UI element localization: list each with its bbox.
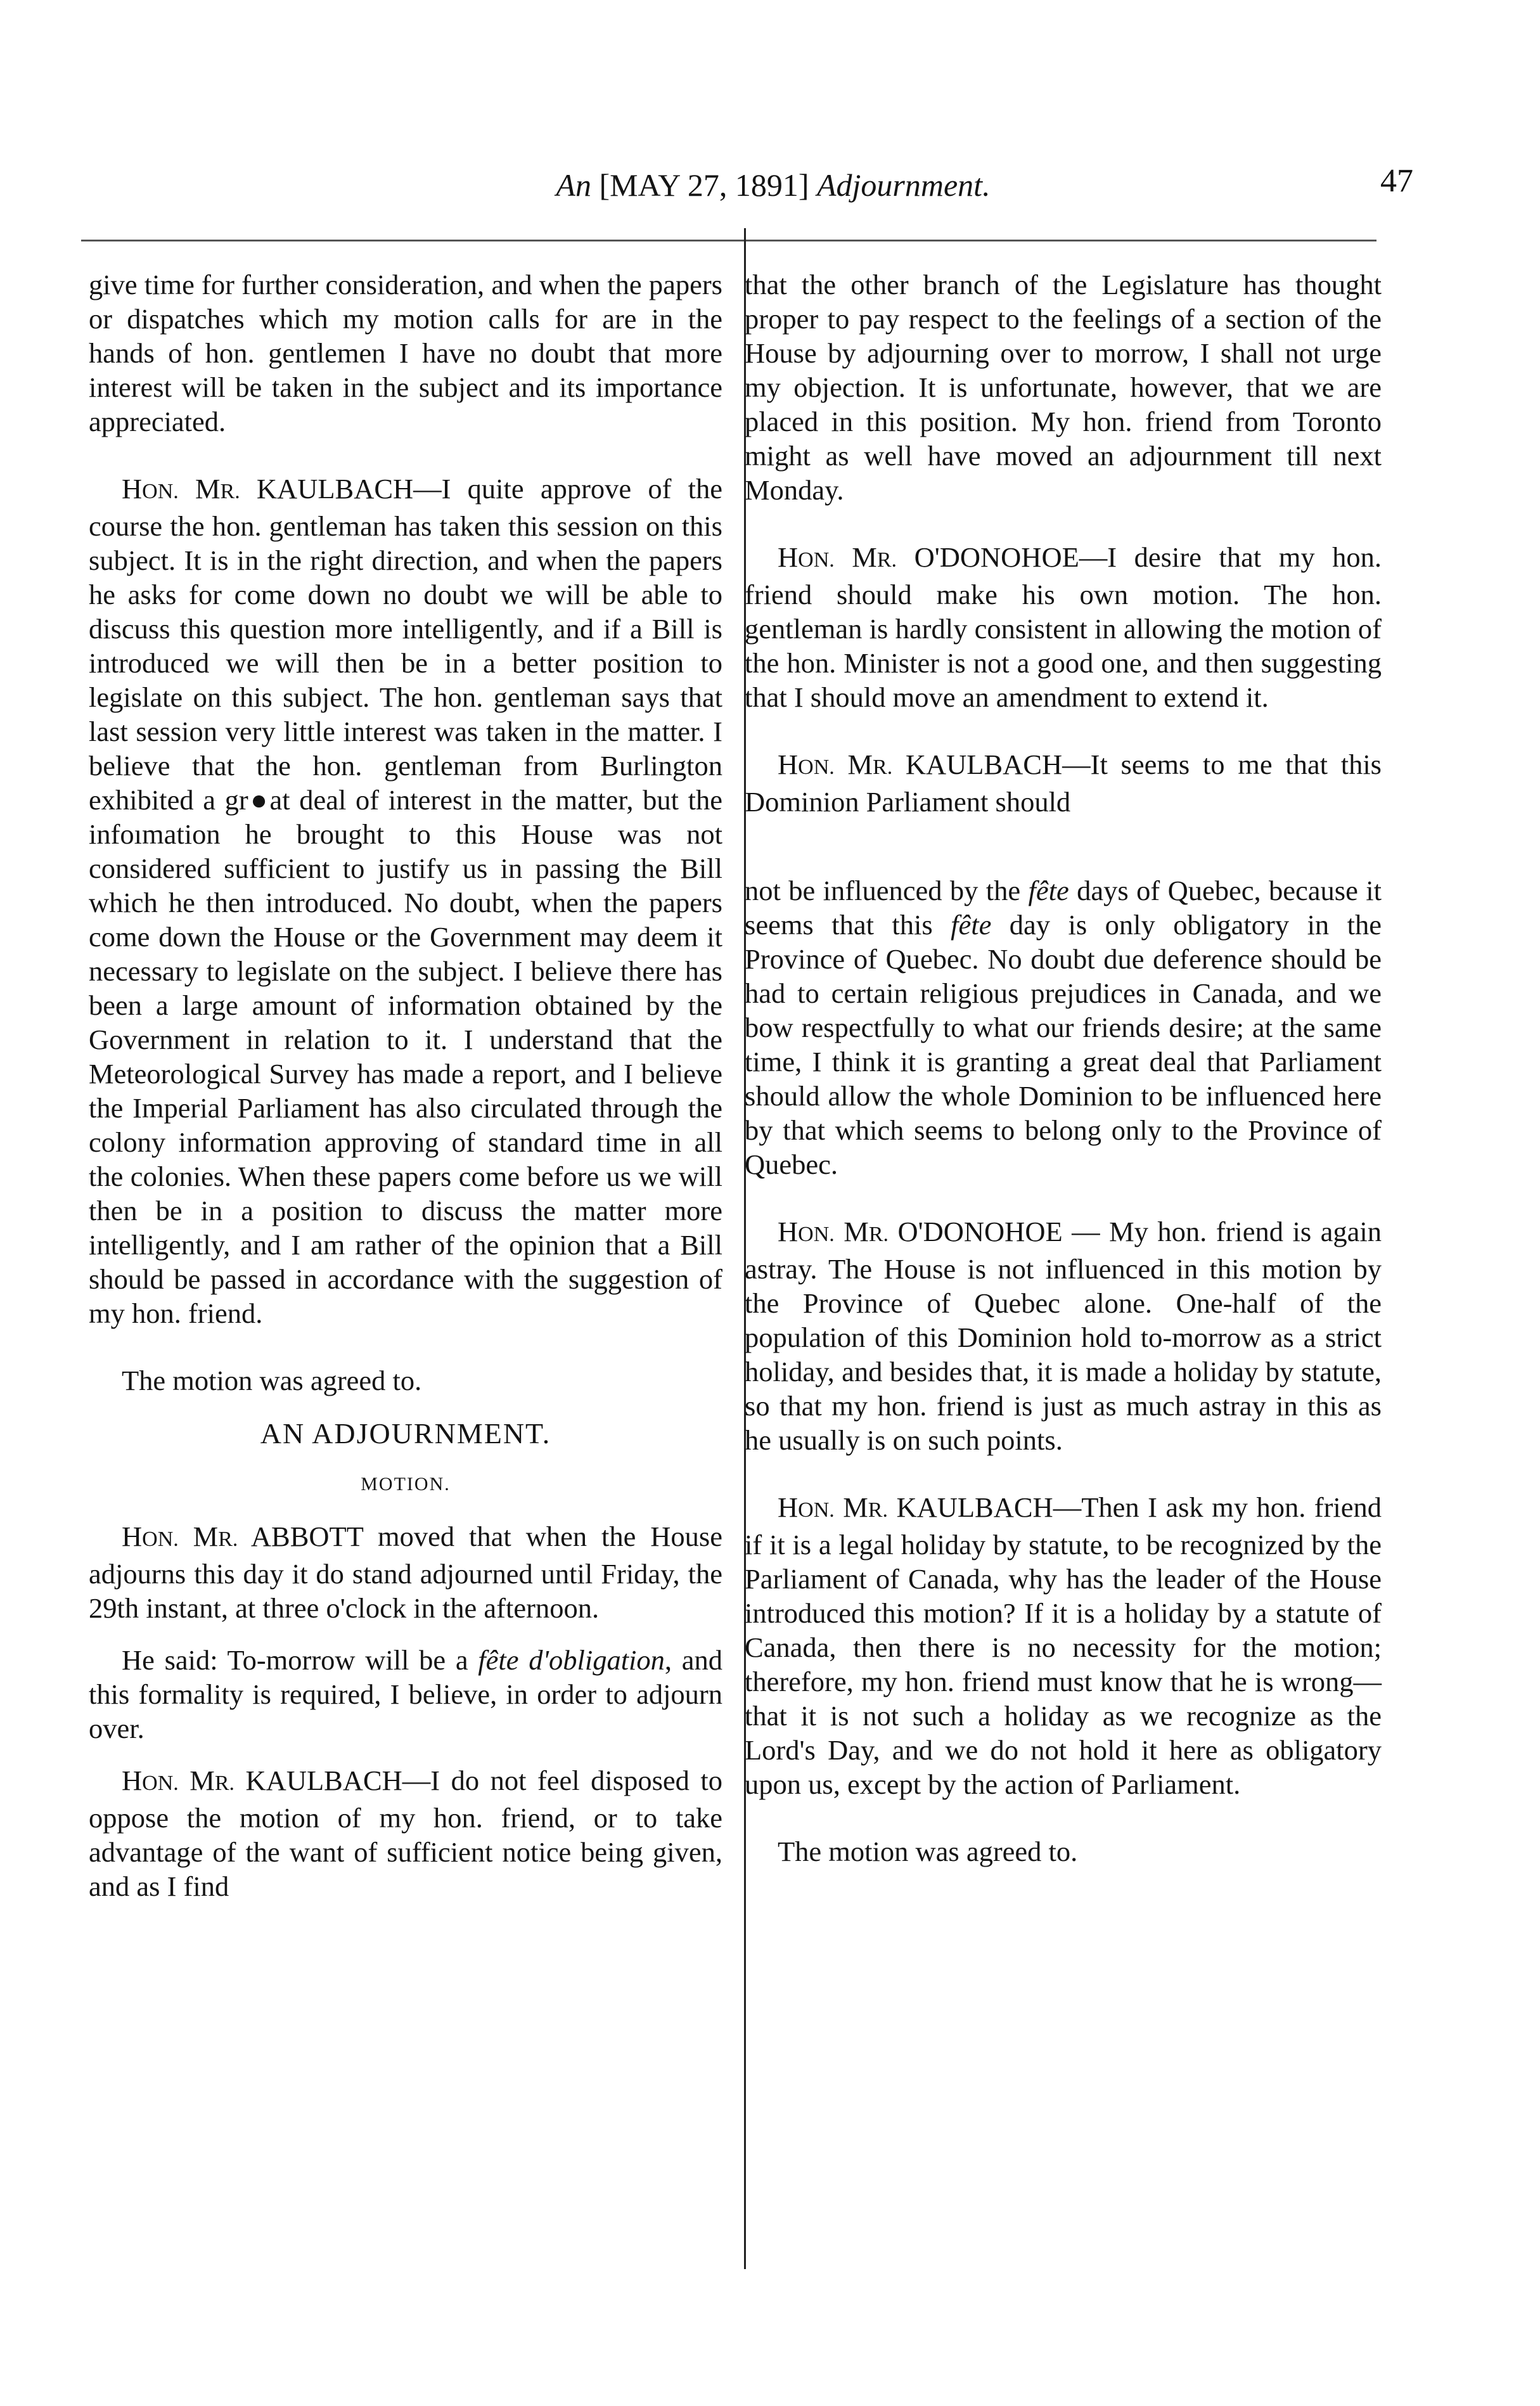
left-column [89, 267, 722, 1903]
right-paragraph-2 [745, 540, 1382, 714]
speech-text: —Then I ask my hon. friend if it is a legal holiday by statute, to be recognized by the Parliament of Canada, why has the leader of the House introduced this motion? If it is a holiday by a statute of Canada, then there is no necessity for the motion; therefore, my hon. friend must know that he is wrong—that it is not such a holiday as we recognize as the Lord's Day, and we do not hold it here as obligatory upon us, except by the action of Parliament. [745, 1491, 1382, 1800]
speech-text: moved that when the House adjourns this day it do stand adjourned until Friday, the 29th instant, at three o'clock in the afternoon. [89, 1521, 722, 1624]
speaker-label: HON. MR. KAULBACH [122, 473, 414, 505]
header-rule [81, 240, 1376, 241]
section-subtitle: MOTION. [361, 1474, 451, 1495]
speech-text: , and this formality is required, I believe, in order to adjourn over. [89, 1644, 722, 1744]
running-head-left: An [556, 167, 591, 203]
right-paragraph-5 [745, 1214, 1382, 1457]
right-paragraph-7: The motion was agreed to. [778, 1836, 1078, 1867]
speech-text: —I desire that my hon. friend should make his own motion. The hon. gentleman is hardly consistent in allowing the motion of the hon. Minister is not a good one, and then suggesting that I should move an amendment to extend it. [745, 541, 1382, 713]
italic-term: fête [1028, 875, 1069, 906]
italic-term: fête [951, 909, 992, 941]
left-paragraph-4 [89, 1519, 722, 1625]
speech-text: days of Quebec, because it seems that this [745, 875, 1382, 941]
left-paragraph-1: give time for further consideration, and when the papers or dispatches which my motion calls for are in the hands of hon. gentlemen I have no doubt that more interest will be taken in the subject and its importance appreciated. [89, 269, 722, 437]
speech-text: —I quite approve of the course the hon. gentleman has taken this session on this subject. It is in the right direction, and when the papers he asks for come down no doubt we will be able to discuss this question more intelligently, and if a Bill is introduced we will then be in a better position to legislate on this subject. The hon. gentleman says that last session very little interest was taken in the matter. I believe that the hon. gentleman from Burlington exhibited a gr●at deal of interest in the matter, but the infoımation he brought to this House was not considered sufficient to justify us in passing the Bill which he then introduced. No doubt, when the papers come down the House or the Government may deem it necessary to legislate on the subject. I believe there has been a large amount of information obtained by the Government in relation to it. I understand that the Meteorological Survey has made a report, and I believe the Imperial Parliament has also circulated through the colony information approving of standard time in all the colonies. When these papers come before us we will then be in a position to discuss the matter more intelligently, and I am rather of the opinion that a Bill should be passed in accordance with the suggestion of my hon. friend. [89, 473, 722, 1329]
right-paragraph-4 [745, 873, 1382, 1181]
right-paragraph-3 [745, 747, 1382, 819]
left-paragraph-5 [89, 1643, 722, 1746]
speaker-label: HON. MR. O'DONOHOE [778, 1216, 1063, 1247]
speech-text: —I do not feel disposed to oppose the motion of my hon. friend, or to take advantage of the want of sufficient notice being given, and as I find [89, 1765, 723, 1902]
page-header [76, 163, 1470, 204]
speech-text: —It seems to me that this Dominion Parliament should [745, 749, 1382, 818]
right-column [745, 267, 1382, 1869]
right-paragraph-1: that the other branch of the Legislature has thought proper to pay respect to the feelings of a section of the House by adjourning over to morrow, I shall not urge my objection. It is unfortunate, however, that we are placed in this position. My hon. friend from Toronto might as well have moved an adjournment till next Monday. [745, 269, 1382, 506]
speech-text: day is only obligatory in the Province of Quebec. No doubt due deference should be had to certain religious prejudices in Canada, and we bow respectfully to what our friends desire; at the same time, I think it is granting a great deal that Parliament should allow the whole Dominion to be influenced here by that which seems to belong only to the Province of Quebec. [745, 909, 1382, 1180]
speech-text: He said: To-morrow will be a [122, 1644, 478, 1676]
page-number: 47 [1380, 163, 1413, 199]
running-head [76, 166, 1470, 204]
speaker-label: HON. MR. KAULBACH [122, 1765, 402, 1796]
running-head-date: [MAY 27, 1891] [599, 167, 809, 203]
speaker-label: HON. MR. ABBOTT [122, 1521, 364, 1552]
running-head-section: Adjournment. [816, 167, 991, 203]
left-paragraph-6 [89, 1763, 722, 1903]
speaker-label: HON. MR. KAULBACH [778, 1491, 1053, 1523]
speech-text: — My hon. friend is again astray. The House is not influenced in this motion by the Province of Quebec alone. One-half of the population of this Dominion hold to-morrow as a strict holiday, and besides that, it is made a holiday by statute, so that my hon. friend is just as much astray in this as he usually is on such points. [745, 1216, 1382, 1456]
italic-term: fête d'obligation [478, 1644, 665, 1676]
speaker-label: HON. MR. KAULBACH [778, 749, 1063, 780]
section-title: AN ADJOURNMENT. [260, 1417, 551, 1450]
speech-text: not be influenced by the [745, 875, 1029, 906]
left-paragraph-3: The motion was agreed to. [122, 1365, 422, 1396]
left-paragraph-2 [89, 472, 722, 1330]
right-paragraph-6 [745, 1490, 1382, 1801]
speaker-label: HON. MR. O'DONOHOE [778, 541, 1079, 573]
